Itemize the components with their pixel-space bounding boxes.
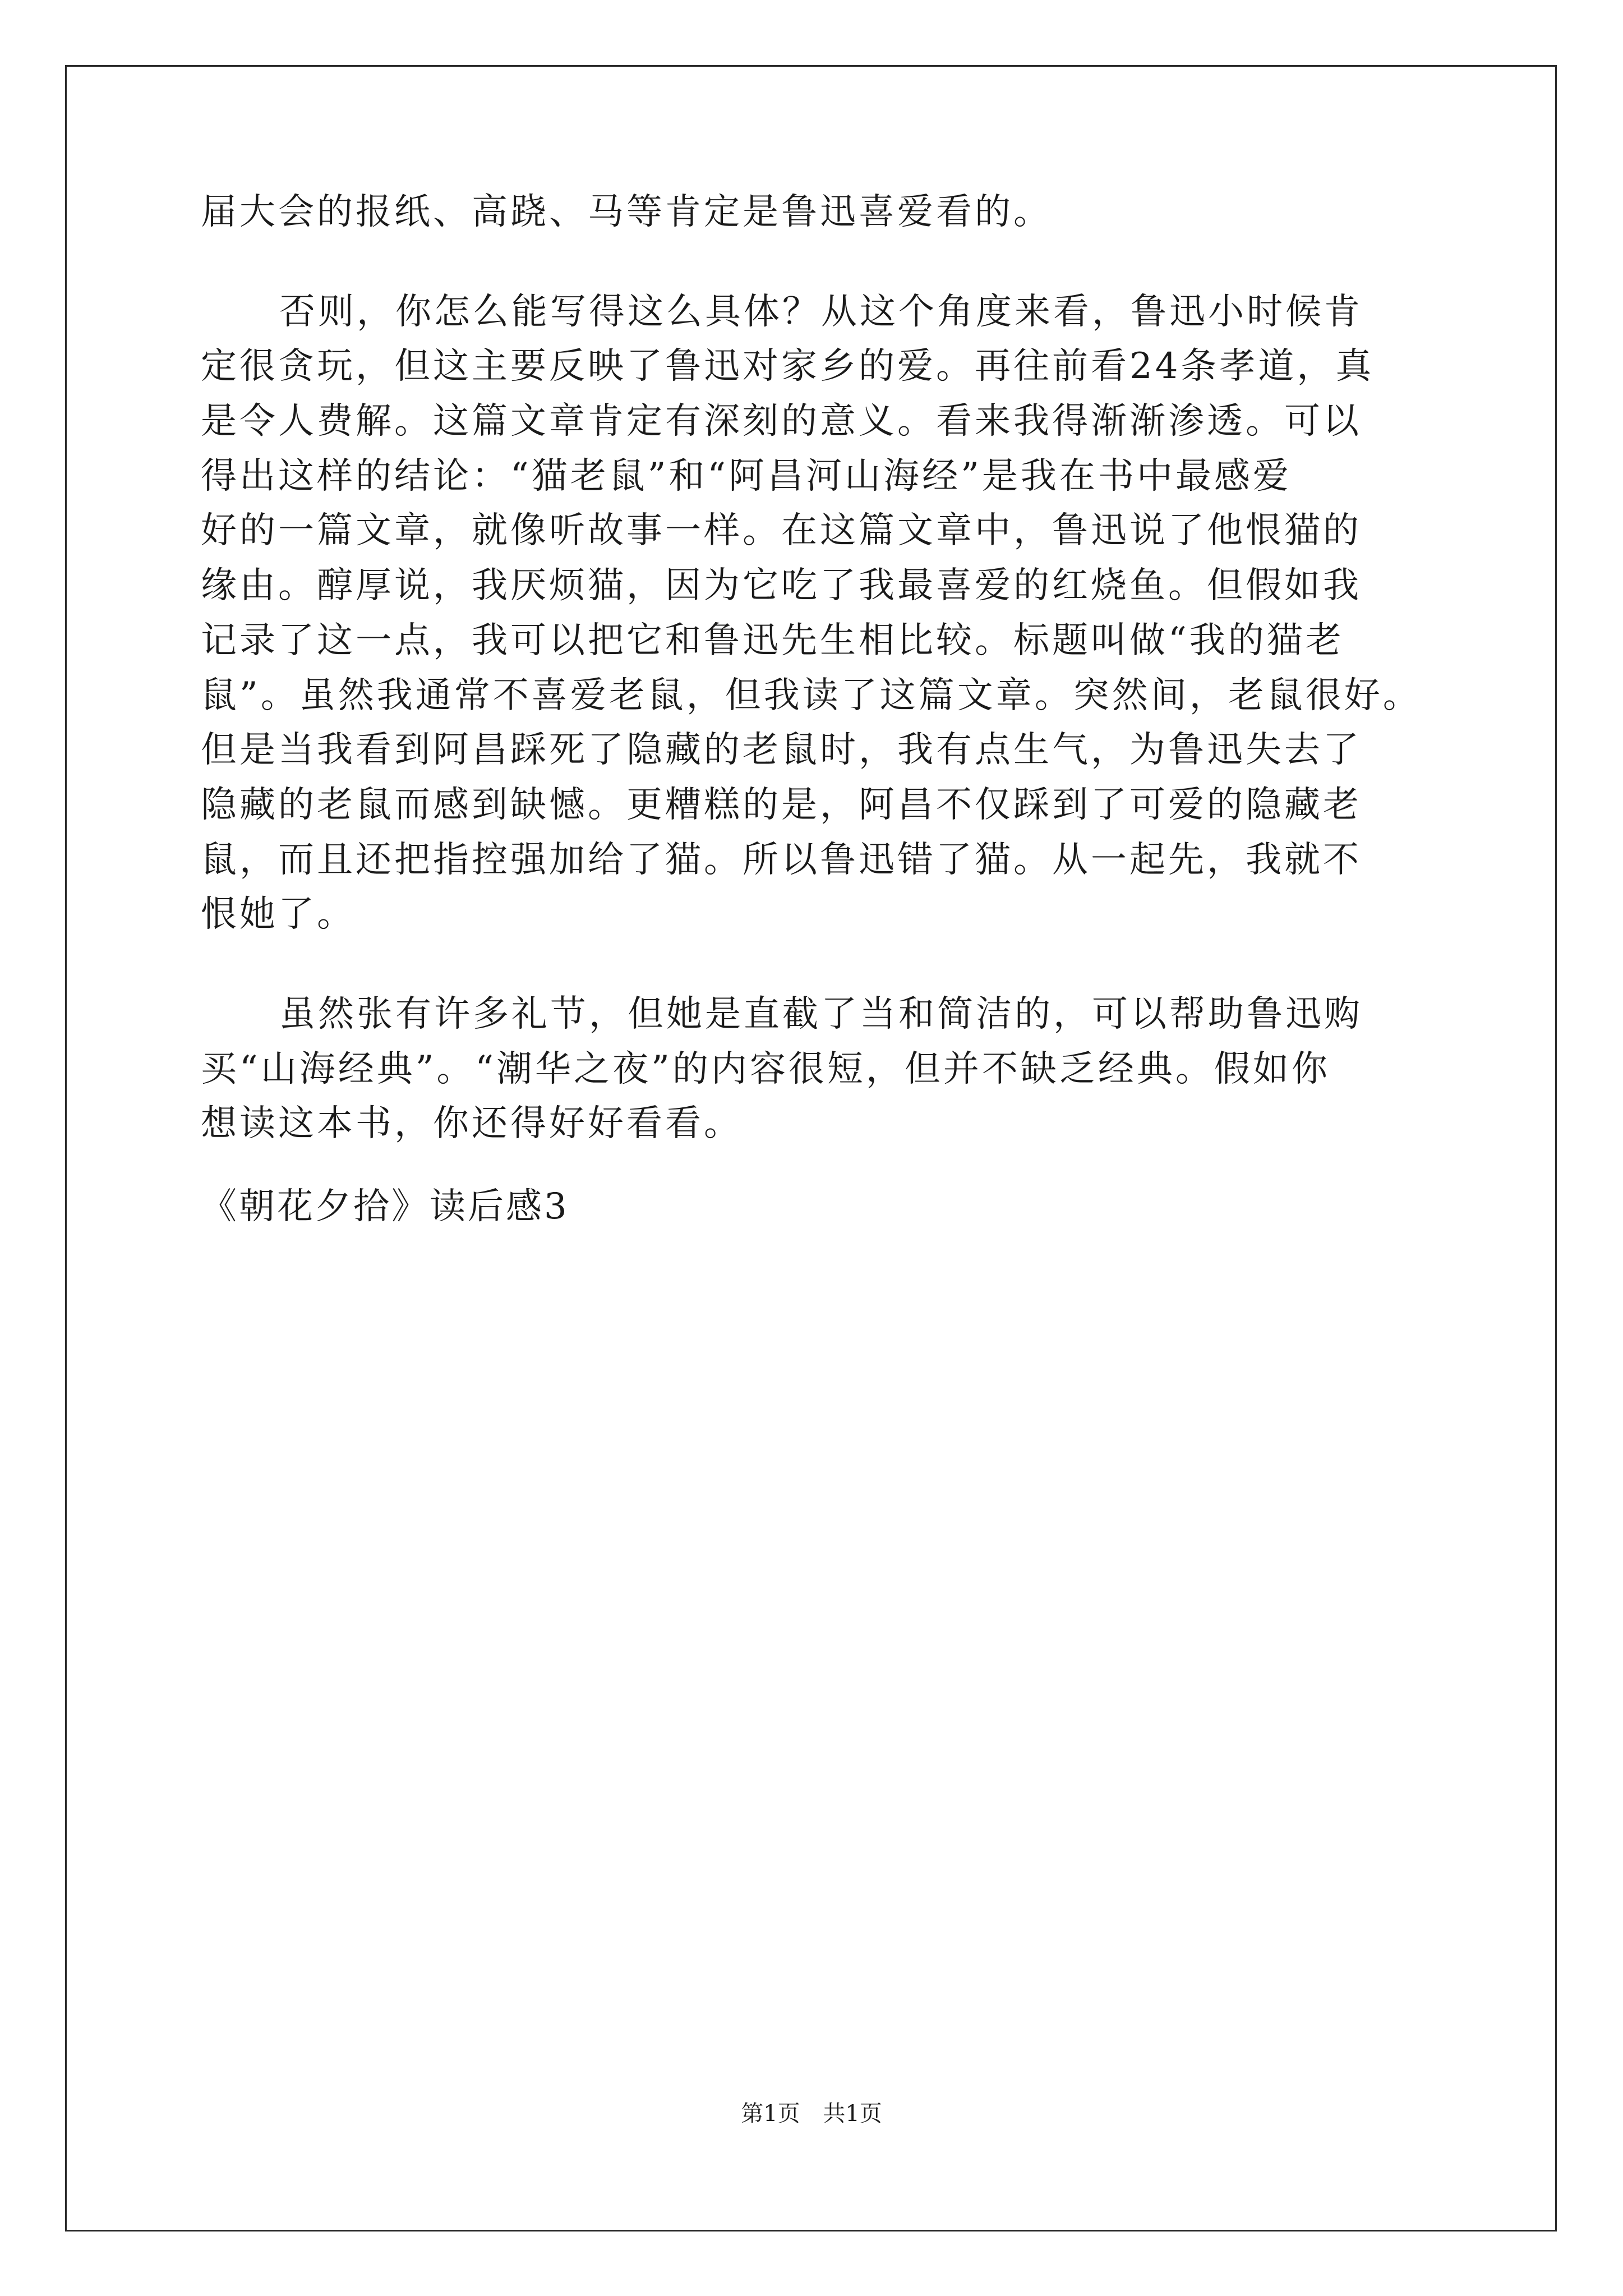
text-line: 届大会的报纸、高跷、马等肯定是鲁迅喜爱看的。: [201, 191, 1052, 233]
document-body: [201, 185, 1435, 1235]
text-line: 否则，你怎么能写得这么具体？从这个角度来看，鲁迅小时候肯: [279, 291, 1363, 333]
text-line: 鼠”。虽然我通常不喜爱老鼠，但我读了这篇文章。突然间，老鼠很好。: [201, 674, 1422, 716]
text-line: 鼠，而且还把指控强加给了猫。所以鲁迅错了猫。从一起先，我就不: [201, 839, 1362, 881]
text-line: 虽然张有许多礼节，但她是直截了当和简洁的，可以帮助鲁迅购: [279, 993, 1363, 1035]
paragraph-2: [201, 285, 1435, 942]
page-footer: [0, 2096, 1623, 2128]
text-line: 得出这样的结论：“猫老鼠”和“阿昌河山海经”是我在书中最感爱: [201, 455, 1292, 497]
text-line: 记录了这一点，我可以把它和鲁迅先生相比较。标题叫做“我的猫老: [201, 619, 1344, 661]
text-line: 是令人费解。这篇文章肯定有深刻的意义。看来我得渐渐渗透。可以: [201, 401, 1362, 443]
text-line: 好的一篇文章，就像听故事一样。在这篇文章中，鲁迅说了他恨猫的: [201, 510, 1362, 552]
text-line: 想读这本书，你还得好好看看。: [201, 1103, 743, 1145]
text-line: 缘由。醇厚说，我厌烦猫，因为它吃了我最喜爱的红烧鱼。但假如我: [201, 565, 1362, 607]
page-total: 共1页: [823, 2101, 882, 2127]
text-line: 但是当我看到阿昌踩死了隐藏的老鼠时，我有点生气，为鲁迅失去了: [201, 729, 1362, 771]
text-line: 买“山海经典”。“潮华之夜”的内容很短，但并不缺乏经典。假如你: [201, 1048, 1330, 1090]
page-number: 第1页: [741, 2101, 800, 2127]
paragraph-spacer: [201, 240, 1435, 285]
paragraph-spacer: [201, 1152, 1435, 1180]
section-title: 《朝花夕拾》读后感3: [201, 1186, 569, 1227]
paragraph-spacer: [201, 942, 1435, 987]
paragraph-1: [201, 185, 1435, 240]
text-line: 恨她了。: [201, 894, 356, 936]
text-line: 定很贪玩，但这主要反映了鲁迅对家乡的爱。再往前看24条孝道，真: [201, 346, 1375, 388]
paragraph-3: [201, 987, 1435, 1152]
text-line: 隐藏的老鼠而感到缺憾。更糟糕的是，阿昌不仅踩到了可爱的隐藏老: [201, 784, 1362, 826]
